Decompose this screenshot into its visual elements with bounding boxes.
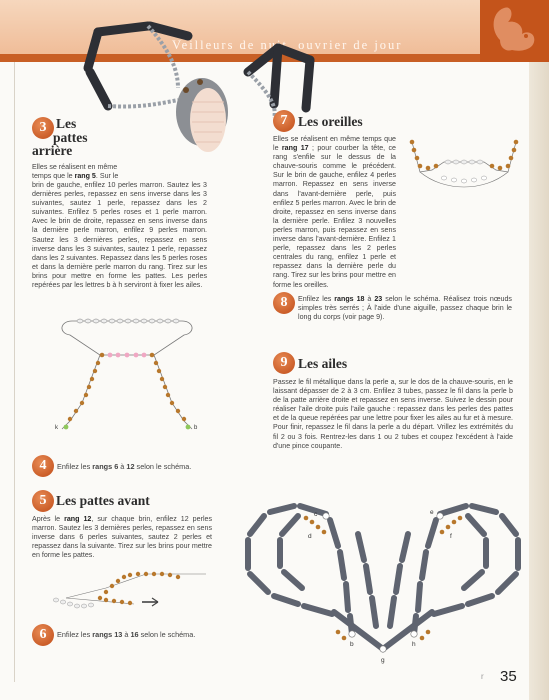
section-3-title-c: arrière [32, 143, 73, 158]
section-3-text: brin de gauche, enfilez 10 perles marron. Sautez les 3 dernières perles, repassez en sens inverse dans les 3 suivantes, sautez 1 perle, repassez dans les 2 suivantes. Enfilez 5 perles roses et 1 perle marron. Avec le brin de droite, repassez en sens inverse dans la dernière perle marron, enfilez 9 perles marron. Sautez les 3 dernières perles, repassez en sens inverse dans les 3 suivantes, sautez 1 perle, repassez dans les 2 suivantes. Repassez dans les 5 perles roses et dans la dernière perle marron du rang. Tirez sur les brins pour mettre en forme les pattes. Les perles repérées par les lettres b à h serviront à fixer les ailes. [32, 181, 207, 290]
step-8-badge: 8 [273, 292, 295, 314]
step-4-text: Enfilez les rangs 6 à 12 selon le schéma. [57, 462, 192, 471]
section-9-title: Les ailes [298, 356, 348, 371]
step-3-badge: 3 [32, 117, 54, 139]
squirrel-logo [480, 0, 549, 62]
diagram-label-e: e [430, 509, 434, 516]
diagram-label-d: d [308, 533, 312, 540]
header-title: Veilleurs de nuit, ouvrier de jour [172, 38, 403, 52]
section-9-text: Passez le fil métallique dans la perle a, sur le dos de la chauve-souris, en le laissant dépasser de 2 à 3 cm. Enfilez 3 tubes, passez le fil dans la perle b de la patte arrière droite et repassez en sens inverse. Suivez le dessin pour réaliser l'aile droite puis l'aile gauche : repassez dans les perles des pattes et de la queue repérées par une lettre pour fixer les ailes au fur et à mesure. Pour finir, repassez le fil dans la perle a du départ. Vrillez les extrémités du fil 2 ou 3 fois. Rentrez-les dans 1 ou 2 tubes et coupez l'excédent à l'aide d'une pince coupante. [273, 378, 513, 450]
step-4-badge: 4 [32, 455, 54, 477]
diagram-label-b: b [194, 425, 198, 431]
diagram-label-c: c [314, 511, 318, 518]
diagram-label-k: k [55, 425, 58, 431]
margin-line [14, 62, 15, 682]
page-mark: r [481, 672, 484, 681]
section-7-text: Elles se réalisent en même temps que le rang 17 ; pour courber la tête, ce rang s'enfile sur le dessus de la chauve-souris comme le précédent. Sur le brin de gauche, enfilez 4 perles marron. Repassez en sens inverse dans l'avant-dernière perle, puis enfilez 5 perles marron. Avec le brin de droite, repassez en sens inverse dans la dernière perle. Enfilez 3 nouvelles perles marron, puis repassez en sens inverse dans l'avant-dernière. Enfilez 1 perle, repassez dans les 2 perles centrales du rang, enfilez 1 perle et repassez dans la dernière perle du rang. Tirez sur les brins pour mettre en forme les oreilles. [273, 135, 396, 289]
section-3-intro-a: Elles se réalisent en même [32, 163, 118, 171]
diagram-label-f: f [450, 533, 452, 540]
section-3-intro-b: temps que le rang 5. Sur le [32, 172, 119, 180]
step-9-badge: 9 [273, 352, 295, 374]
diagram-label-g: g [381, 657, 385, 664]
step-7-badge: 7 [273, 110, 295, 132]
page-edge [529, 62, 549, 700]
section-3-title-b: pattes [53, 130, 88, 145]
section-5-text: Après le rang 12, sur chaque brin, enfilez 12 perles marron. Sautez les 3 dernières perles, repassez en sens inverse dans 6 perles suivantes, sautez 2 perles et repassez dans la suivante. Tirez sur les brins pour mettre en forme les pattes. [32, 515, 213, 560]
ears-diagram [404, 132, 524, 202]
step-6-badge: 6 [32, 624, 54, 646]
section-5-title: Les pattes avant [56, 493, 150, 508]
back-legs-diagram [52, 311, 202, 461]
diagram-label-b-wing: b [350, 641, 354, 648]
section-8-text: Enfilez les rangs 18 à 23 selon le schéma. Réalisez trois nœuds simples très serrés ; À l'aide d'une aiguille, passez chaque brin le long du corps (voir page 9). [298, 295, 512, 322]
diagram-label-h: h [412, 641, 416, 648]
section-7-title: Les oreilles [298, 114, 363, 129]
page-number: 35 [500, 668, 517, 685]
step-6-text: Enfilez les rangs 13 à 16 selon le schéma. [57, 630, 196, 639]
wings-diagram [238, 494, 528, 670]
section-3-title-a: Les [56, 116, 77, 131]
front-legs-diagram [46, 570, 221, 620]
step-5-badge: 5 [32, 490, 54, 512]
